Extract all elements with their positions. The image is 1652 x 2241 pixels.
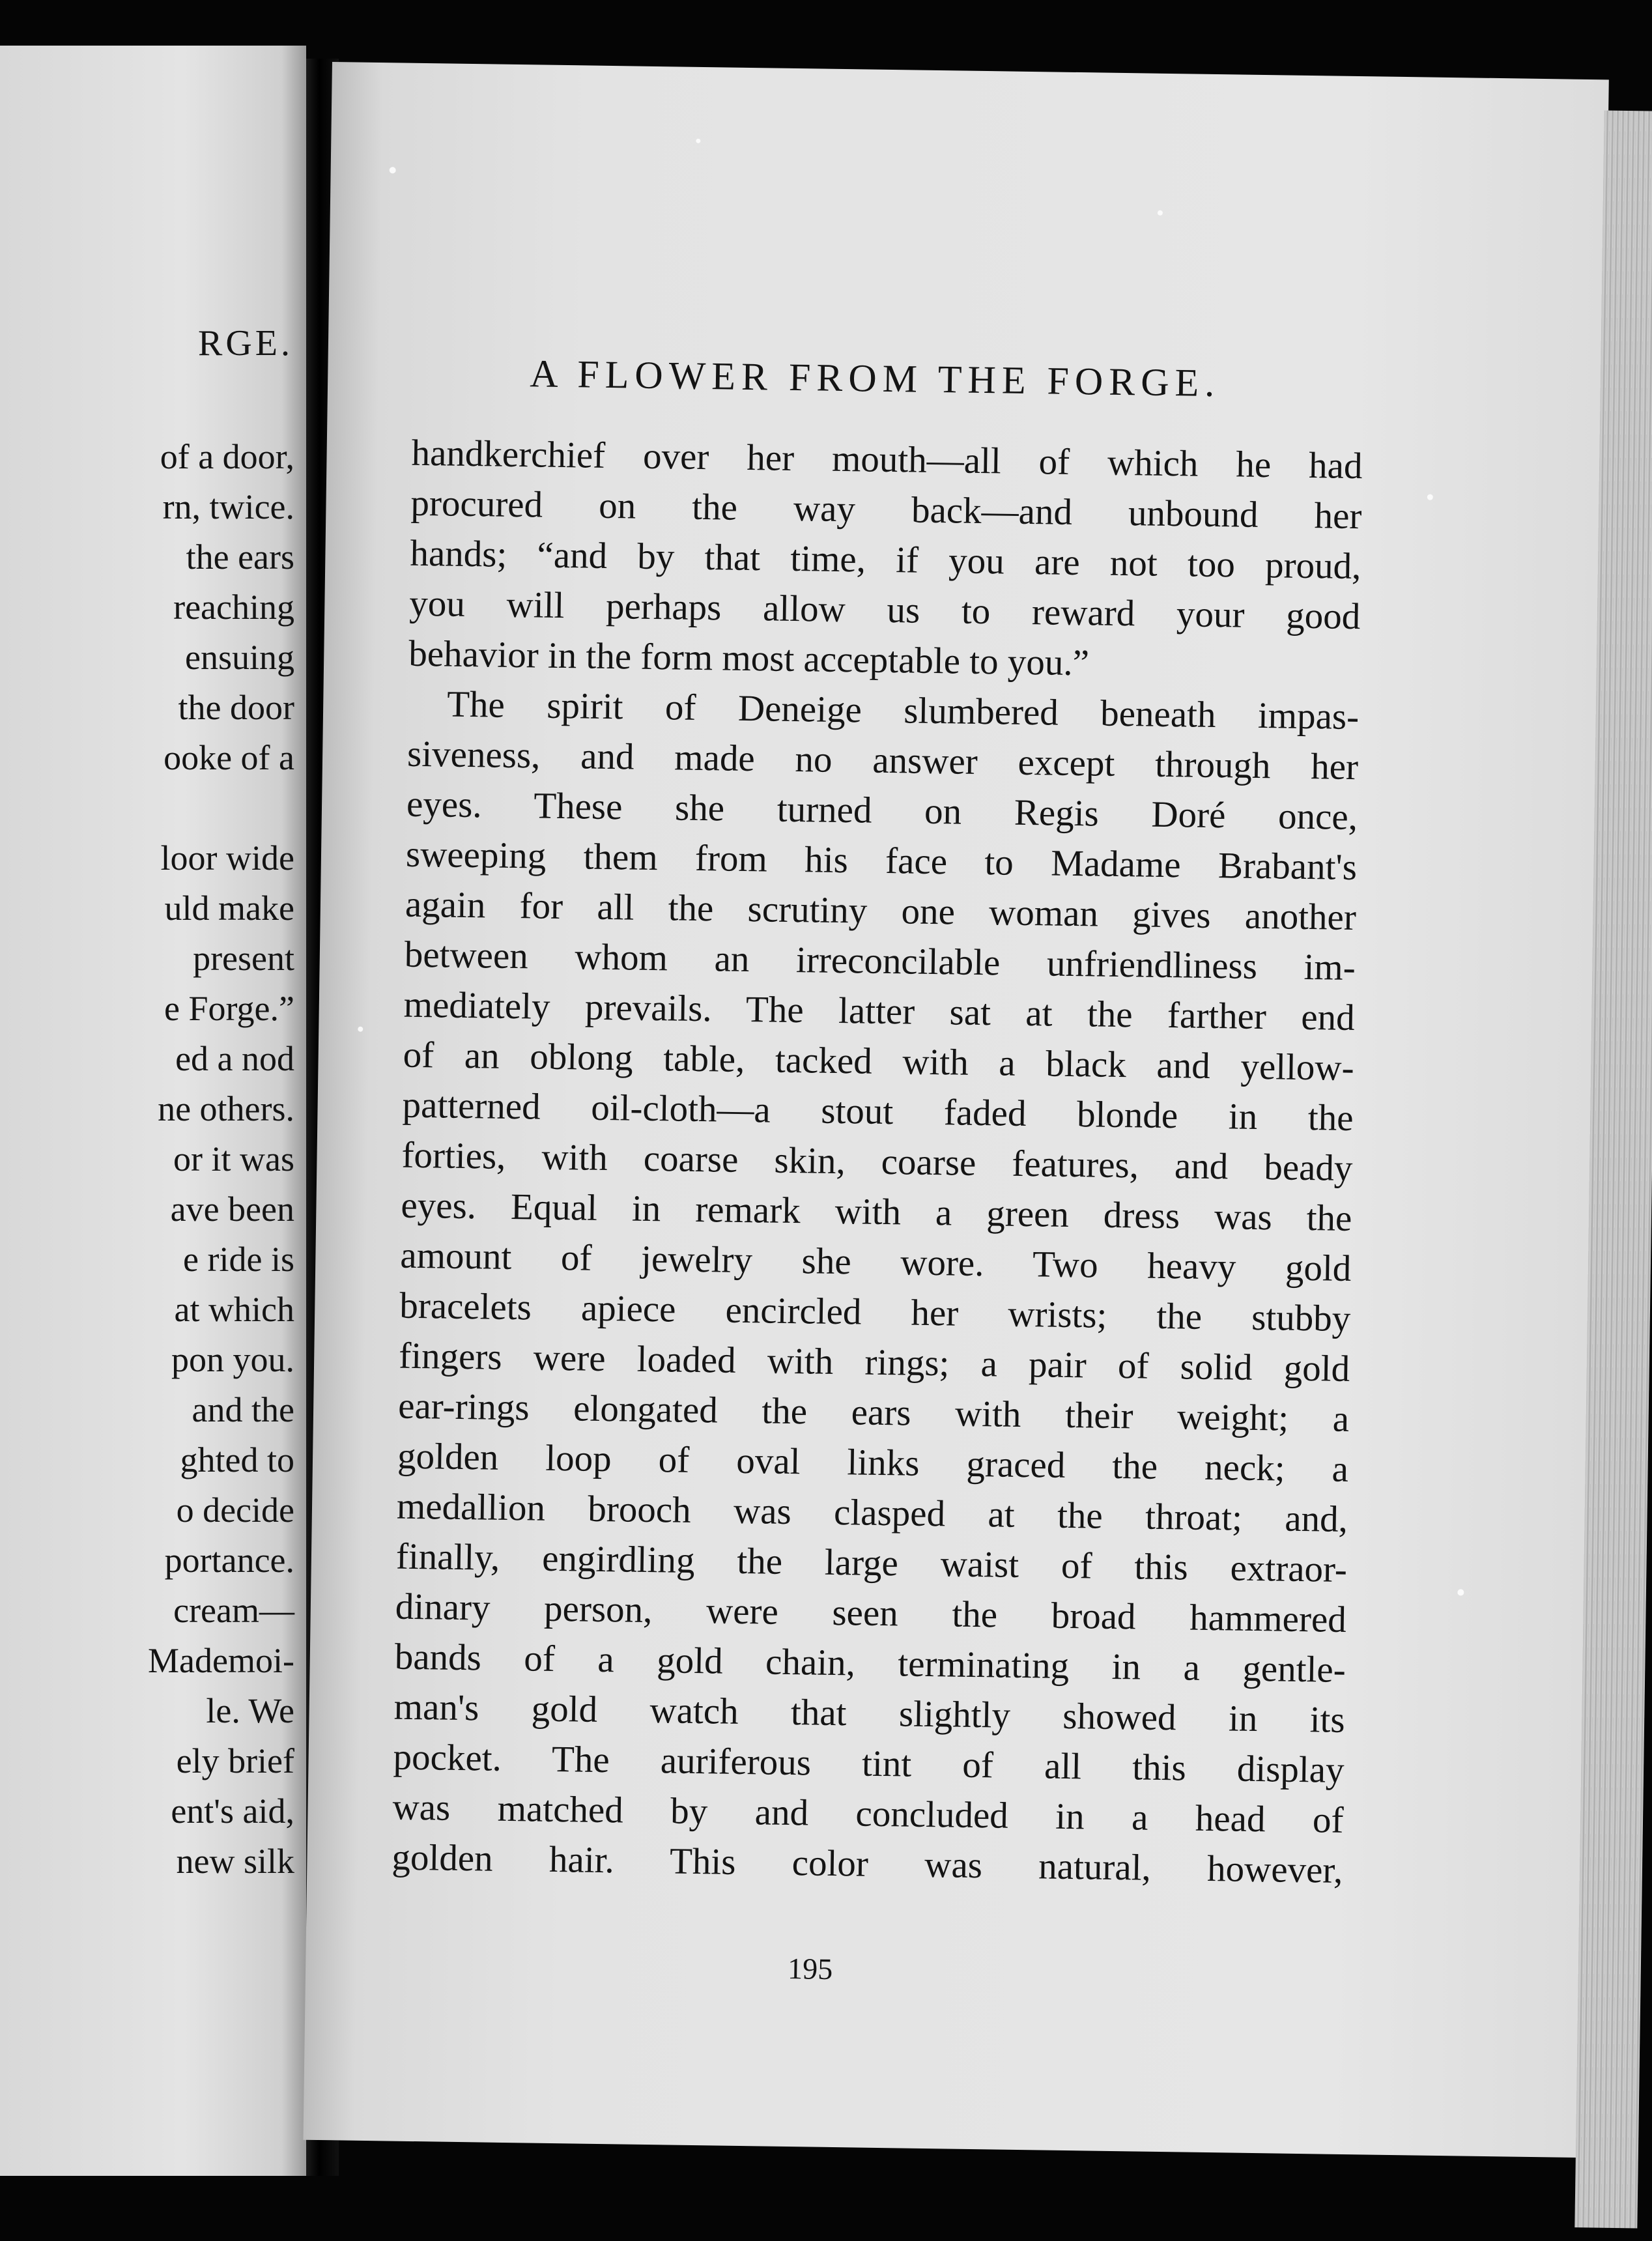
left-text-line: the ears	[186, 537, 294, 577]
left-text-line: le. We	[206, 1691, 294, 1730]
left-text-line: ave been	[170, 1190, 294, 1229]
left-text-line: ed a nod	[175, 1039, 294, 1078]
left-text-line: at which	[174, 1290, 294, 1329]
text-line: of an oblong table, tacked with a black and yellow-	[403, 1034, 1355, 1089]
left-text-line: of a door,	[160, 437, 294, 476]
text-line: procured on the way back—and unbound her	[410, 482, 1362, 537]
left-text-line: ghted to	[180, 1440, 294, 1479]
left-text-line: reaching	[173, 588, 294, 627]
text-line: bands of a gold chain, terminating in a gentle-	[394, 1636, 1346, 1691]
page-number: 195	[787, 1952, 833, 1986]
text-line: pocket. The auriferous tint of all this display	[393, 1736, 1345, 1791]
dust-speck	[696, 139, 700, 143]
text-line: fingers were loaded with rings; a pair of solid gold	[398, 1335, 1350, 1390]
text-line: again for all the scrutiny one woman gives another	[405, 883, 1357, 939]
left-text-line: Mademoi-	[148, 1641, 294, 1680]
text-line: eyes. Equal in remark with a green dress was the	[401, 1184, 1352, 1240]
text-line: golden loop of oval links graced the neck; a	[397, 1435, 1349, 1490]
left-text-line: rn, twice.	[162, 487, 294, 526]
text-line: medallion brooch was clasped at the throat; and,	[396, 1485, 1348, 1540]
left-text-line: ent's aid,	[171, 1791, 294, 1831]
text-line: man's gold watch that slightly showed in its	[393, 1686, 1346, 1741]
left-text-line: uld make	[164, 889, 294, 928]
body-text	[392, 428, 1363, 1896]
text-line: eyes. These she turned on Regis Doré once,	[406, 783, 1358, 838]
left-text-line: new silk	[176, 1842, 294, 1881]
running-head: A FLOWER FROM THE FORGE.	[529, 352, 1221, 405]
left-text-line: e ride is	[183, 1240, 294, 1279]
text-line: behavior in the form most acceptable to you.”	[408, 633, 1090, 684]
text-line: patterned oil-cloth—a stout faded blonde in the	[402, 1084, 1354, 1139]
dust-speck	[1158, 210, 1163, 216]
left-text-line: ely brief	[176, 1741, 294, 1780]
left-text-line: ooke of a	[164, 738, 294, 777]
text-line: golden hair. This color was natural, however,	[392, 1836, 1343, 1891]
text-line: handkerchief over her mouth—all of which he had	[411, 432, 1363, 487]
text-line: ear-rings elongated the ears with their weight; a	[397, 1385, 1350, 1440]
left-text-line: cream—	[173, 1591, 294, 1630]
text-line: sweeping them from his face to Madame Brabant's	[405, 833, 1358, 889]
left-text-line: the door	[178, 688, 294, 727]
dust-speck	[390, 167, 396, 173]
left-text-line: o decide	[176, 1491, 294, 1530]
text-line: siveness, and made no answer except through her	[406, 733, 1359, 788]
text-line: mediately prevails. The latter sat at the farther end	[403, 984, 1356, 1039]
dust-speck	[1457, 1589, 1464, 1595]
left-text-line: present	[193, 939, 294, 978]
left-text-line: ensuing	[185, 638, 294, 677]
left-text-line: loor wide	[160, 838, 294, 878]
text-line: bracelets apiece encircled her wrists; the stubby	[399, 1285, 1351, 1340]
text-line: was matched by and concluded in a head of	[392, 1786, 1344, 1841]
left-text-line: ne others.	[158, 1089, 294, 1128]
left-text-line: and the	[192, 1390, 294, 1429]
right-page	[303, 62, 1608, 2158]
text-line: you will perhaps allow us to reward your good	[408, 582, 1361, 638]
text-line: dinary person, were seen the broad hammered	[395, 1586, 1347, 1640]
left-text-line: portance.	[164, 1541, 294, 1580]
text-line: between whom an irreconcilable unfriendliness im-	[404, 934, 1356, 989]
left-text-line: e Forge.”	[164, 989, 294, 1028]
left-text-line: or it was	[173, 1139, 294, 1178]
text-line: The spirit of Deneige slumbered beneath impas-	[446, 683, 1360, 738]
text-line: finally, engirdling the large waist of this extraor-	[395, 1535, 1348, 1590]
text-line: forties, with coarse skin, coarse features, and beady	[401, 1134, 1353, 1190]
left-running-head: RGE.	[198, 323, 293, 364]
text-line: amount of jewelry she wore. Two heavy gold	[399, 1235, 1352, 1290]
dust-speck	[1427, 494, 1433, 500]
dust-speck	[358, 1027, 363, 1032]
text-line: hands; “and by that time, if you are not too proud,	[410, 532, 1361, 588]
left-page	[0, 46, 306, 2176]
left-text-line: pon you.	[171, 1340, 294, 1379]
